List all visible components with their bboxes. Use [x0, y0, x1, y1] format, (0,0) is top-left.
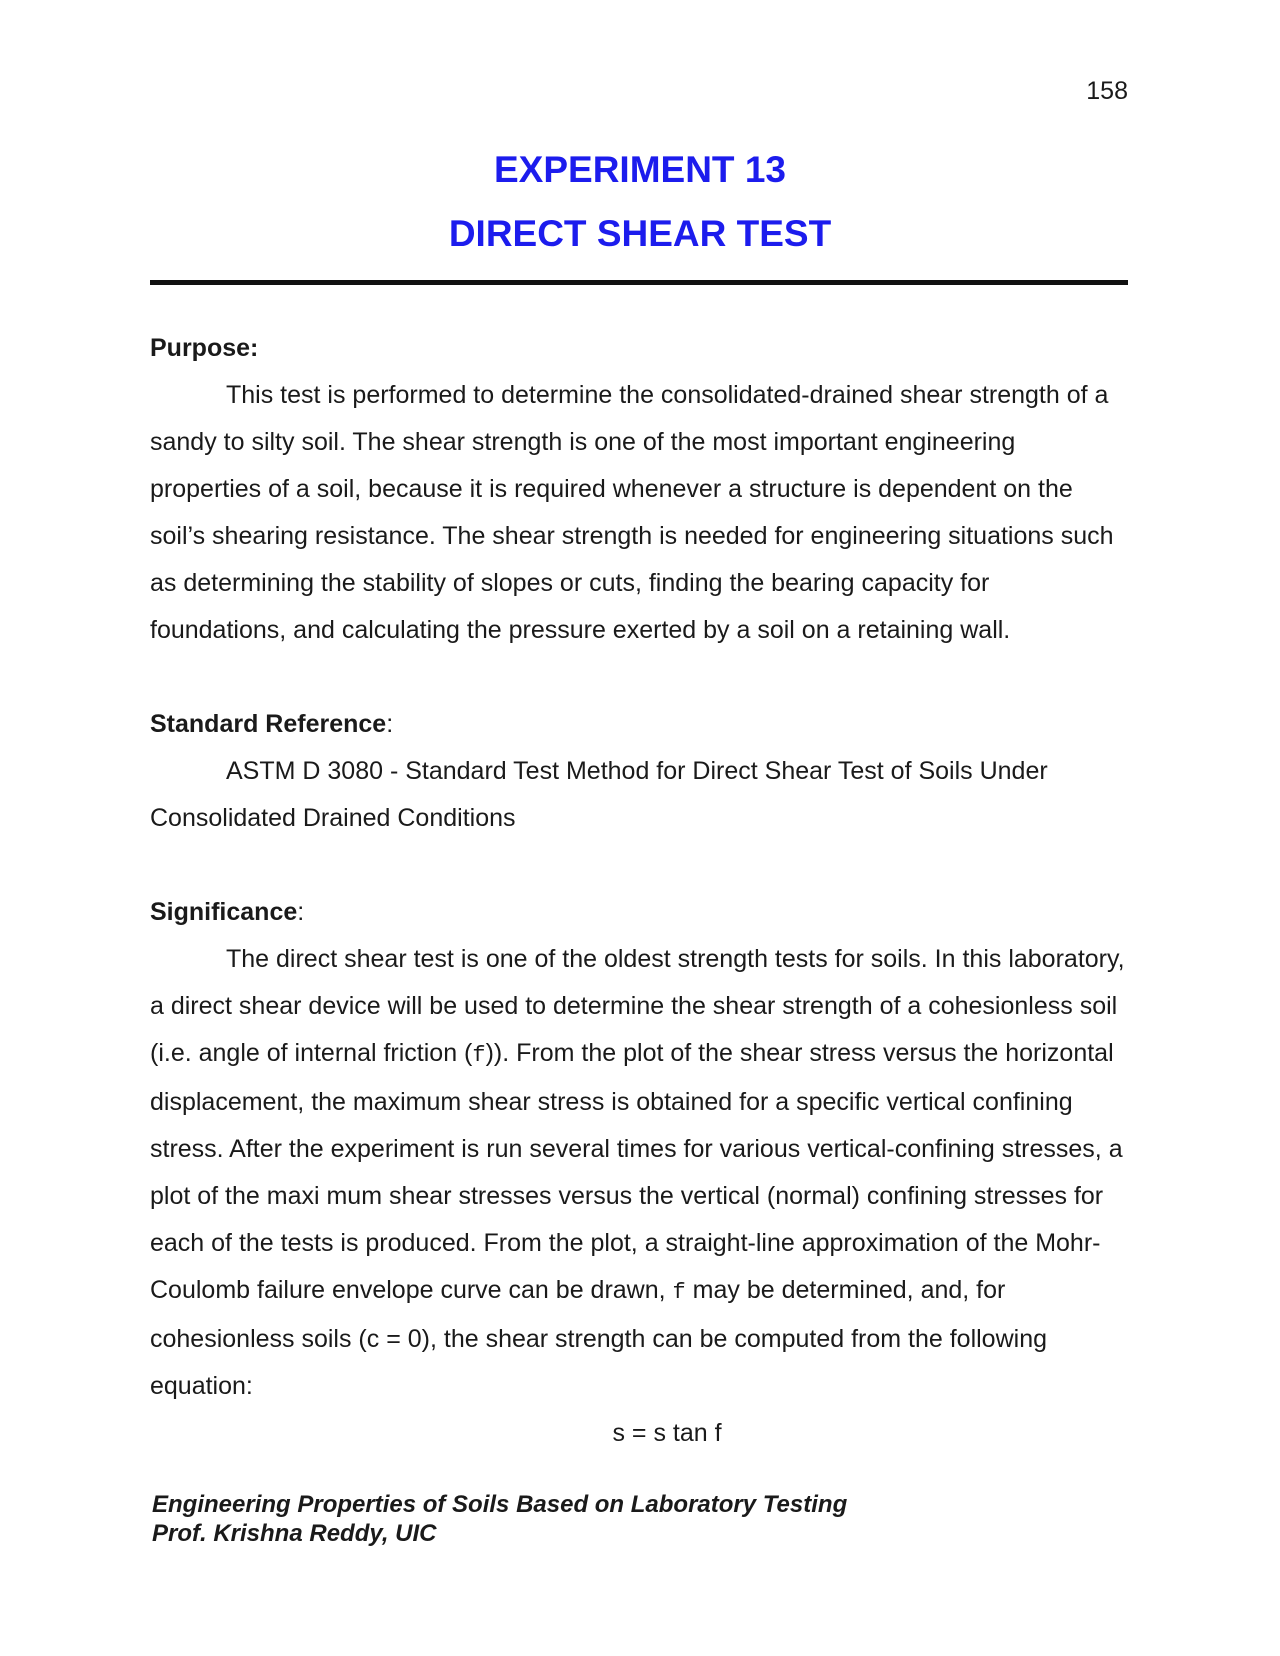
reference-paragraph: ASTM D 3080 - Standard Test Method for Direct Shear Test of Soils Under Consolidated Drained Conditions — [150, 757, 1048, 832]
footer — [152, 1490, 847, 1548]
purpose-heading: Purpose: — [150, 334, 259, 362]
significance-heading-colon: : — [297, 898, 305, 926]
footer-author: Prof. Krishna Reddy, UIC — [152, 1520, 437, 1547]
purpose-paragraph: This test is performed to determine the consolidated-drained shear strength of a sandy to silty soil. The shear strength is one of the most important engineering properties of a soil, because it is required whenever a structure is dependent on the soil’s shearing resistance. The shear strength is needed for engineering situations such as determining the stability of slopes or cuts, finding the bearing capacity for foundations, and calculating the pressure exerted by a soil on a retaining wall. — [150, 381, 1114, 644]
significance-paragraph — [150, 936, 1130, 1410]
significance-text-1: The direct shear test is one of the oldest strength tests for soils. In this laboratory, a direct shear device will be used to determine the shear strength of a cohesionless soil (i.e. angle of internal friction ( — [150, 945, 1125, 1067]
phi-symbol: f — [672, 1280, 686, 1305]
significance-heading-label: Significance — [150, 898, 298, 926]
significance-text-2: )). From the plot of the shear stress versus the horizontal displacement, the maximum shear stress is obtained for a specific vertical confining stress. After the experiment is run several times for various vertical-confining stresses, a plot of the maxi mum shear stresses versus the vertical (normal) confining stresses for each of the tests is produced. From the plot, a straight-line approximation of the Mohr-Coulomb failure envelope curve can be drawn, — [150, 1039, 1123, 1304]
reference-heading — [150, 701, 1130, 748]
document-body — [150, 325, 1130, 1457]
experiment-subtitle: DIRECT SHEAR TEST — [448, 213, 832, 254]
significance-text-3: may be determined, and, for cohesionless soils (c = 0), the shear strength can be computed from the following equation: — [150, 1276, 1047, 1400]
reference-heading-colon: : — [386, 710, 394, 738]
reference-heading-label: Standard Reference — [150, 710, 387, 738]
shear-strength-equation: s = s tan f — [612, 1419, 722, 1447]
significance-heading — [150, 889, 1130, 936]
footer-book-title: Engineering Properties of Soils Based on Laboratory Testing — [152, 1491, 848, 1518]
phi-symbol: f — [472, 1043, 486, 1068]
page-number: 158 — [1086, 77, 1128, 105]
title-divider — [150, 280, 1128, 285]
experiment-title: EXPERIMENT 13 — [494, 149, 786, 190]
